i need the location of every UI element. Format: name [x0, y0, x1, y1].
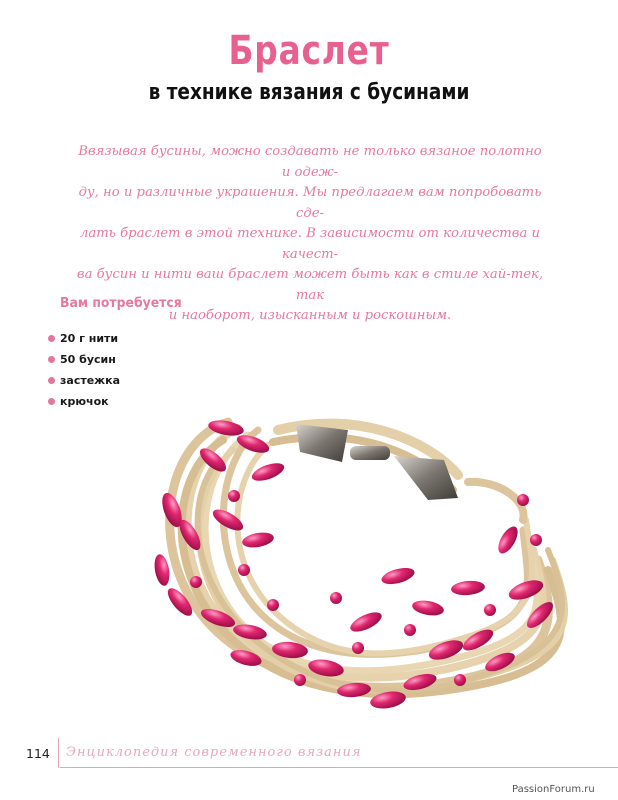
materials-item-label: крючок [60, 395, 109, 408]
footer-divider [58, 738, 59, 768]
materials-item-label: застежка [60, 374, 121, 387]
bullet-dot-icon [48, 398, 55, 405]
bracelet-photo [128, 400, 580, 716]
bracelet-illustration [128, 400, 580, 716]
materials-item [48, 393, 120, 414]
page-title: Браслет [228, 28, 390, 74]
page-number: 114 [26, 746, 50, 761]
materials-item [48, 330, 120, 351]
bullet-dot-icon [48, 377, 55, 384]
footer-rule [60, 767, 618, 768]
intro-line: ва бусин и нити ваш браслет может быть как в стиле хай-тек, так [76, 267, 544, 303]
intro-line: и наоборот, изысканным и роскошным. [168, 308, 452, 323]
bullet-dot-icon [48, 335, 55, 342]
page-subtitle: в технике вязания с бусинами [148, 80, 470, 105]
materials-item-label: 20 г нити [60, 332, 119, 345]
materials-heading: Вам потребуется [60, 295, 182, 311]
intro-line: лать браслет в этой технике. В зависимости от количества и качест- [79, 226, 541, 262]
materials-item-label: 50 бусин [60, 353, 116, 366]
intro-line: ду, но и различные украшения. Мы предлагаем вам попробовать сде- [78, 185, 542, 221]
watermark: PassionForum.ru [512, 784, 595, 795]
materials-list [48, 330, 120, 414]
clasp-icon [296, 424, 458, 500]
bullet-dot-icon [48, 356, 55, 363]
intro-line: Ввязывая бусины, можно создавать не только вязаное полотно и одеж- [78, 144, 542, 180]
running-title: Энциклопедия современного вязания [66, 745, 362, 760]
materials-item [48, 372, 120, 393]
materials-item [48, 351, 120, 372]
